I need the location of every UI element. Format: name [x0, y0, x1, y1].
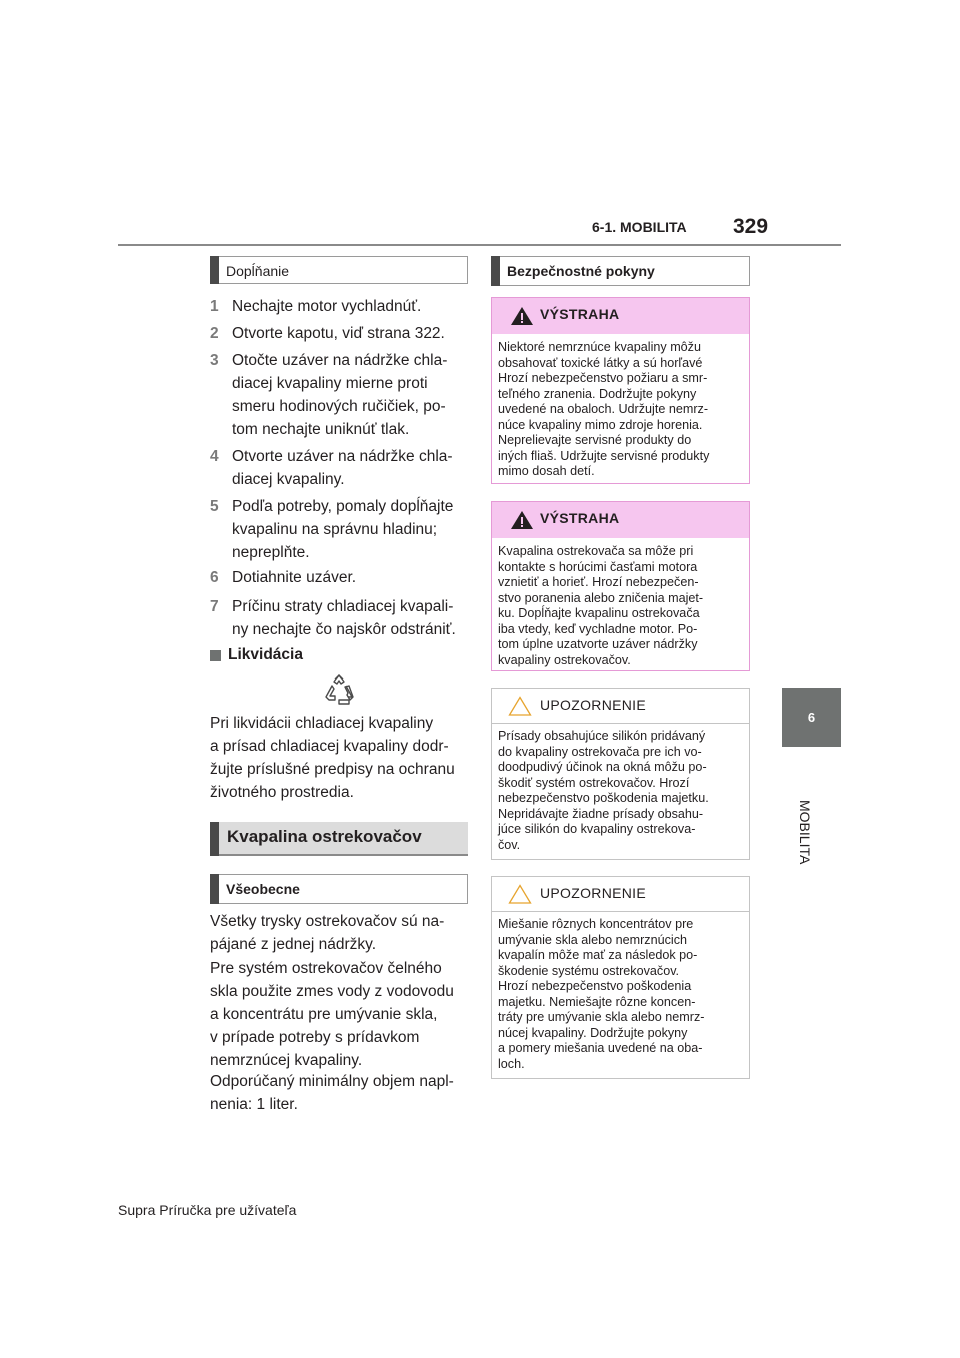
- text-line: núce kvapaliny mimo zdroje horenia.: [498, 417, 703, 432]
- warning-text: [492, 538, 749, 674]
- step-1: [210, 295, 475, 318]
- text-line: doodpudivý účinok na okná môžu po-: [498, 760, 707, 774]
- step-number: 7: [210, 598, 219, 615]
- warning-box-2: [491, 501, 750, 671]
- text-line: Niektoré nemrznúce kvapaliny môžu: [498, 340, 701, 354]
- text-line: životného prostredia.: [210, 784, 354, 801]
- text-line: kvapaliny ostrekovačov.: [498, 652, 631, 667]
- text-line: ku. Dopĺňajte kvapalinu ostrekovača: [498, 606, 700, 620]
- step-number: 6: [210, 569, 219, 586]
- notice-box-1: [491, 688, 750, 860]
- step-2: [210, 322, 475, 345]
- general-title: Všeobecne: [226, 881, 300, 897]
- warning-header: [492, 502, 749, 538]
- section-title: 6-1. MOBILITA: [592, 219, 687, 235]
- step-3: [210, 349, 475, 441]
- step-line: diacej kvapaliny mierne proti: [232, 375, 428, 392]
- text-line: vznietiť a horieť. Hrozí nebezpečen-: [498, 575, 699, 589]
- step-6: [210, 566, 475, 589]
- text-line: umývanie skla alebo nemrznúcich: [498, 932, 687, 947]
- text-line: majetku. Nemiešajte rôzne koncen-: [498, 994, 696, 1009]
- step-number: 3: [210, 352, 219, 369]
- header-rule: [118, 244, 841, 246]
- subheading-bar: [491, 256, 500, 286]
- disposal-title: Likvidácia: [228, 646, 303, 663]
- text-line: mimo dosah detí.: [498, 464, 595, 478]
- refill-subheading: [210, 256, 468, 284]
- text-line: Nepridávajte žiadne prísady obsahu-: [498, 806, 704, 821]
- notice-text: [492, 912, 749, 1078]
- text-line: obsahovať toxické látky a sú horľavé: [498, 355, 703, 370]
- warning-triangle-icon: [510, 510, 534, 530]
- warning-text: [492, 334, 749, 486]
- section-heading-title: Kvapalina ostrekovačov: [227, 827, 422, 846]
- text-line: loch.: [498, 1056, 525, 1071]
- recycle-icon: [321, 673, 357, 714]
- step-7: [210, 595, 475, 641]
- text-line: iných fliaš. Udržujte servisné produkty: [498, 448, 710, 463]
- warning-triangle-icon: [510, 306, 534, 326]
- warning-label: VÝSTRAHA: [540, 510, 620, 526]
- notice-text: [492, 724, 749, 859]
- text-line: Pre systém ostrekovačov čelného: [210, 960, 442, 977]
- step-line: smeru hodinových ručičiek, po-: [232, 398, 446, 415]
- text-line: júce silikón do kvapaliny ostrekova-: [498, 822, 696, 836]
- general-subheading: [210, 874, 468, 904]
- step-5: [210, 495, 475, 564]
- text-line: kontakte s horúcimi časťami motora: [498, 559, 698, 574]
- step-line: kvapalinu na správnu hladinu;: [232, 521, 438, 538]
- step-line: Otvorte uzáver na nádržke chla-: [232, 448, 453, 465]
- warning-header: [492, 298, 749, 334]
- step-number: 1: [210, 298, 219, 315]
- step-line: Nechajte motor vychladnúť.: [232, 298, 422, 315]
- text-line: Všetky trysky ostrekovačov sú na-: [210, 913, 445, 930]
- step-number: 2: [210, 325, 219, 342]
- text-line: žujte príslušné predpisy na ochranu: [210, 761, 455, 778]
- text-line: teľného zranenia. Dodržujte pokyny: [498, 386, 697, 401]
- text-line: čov.: [498, 837, 521, 852]
- step-line: Príčinu straty chladiacej kvapali-: [232, 598, 454, 615]
- text-line: nebezpečenstvo poškodenia majetku.: [498, 791, 709, 805]
- text-line: skla použite zmes vody z vodovodu: [210, 983, 454, 1000]
- notice-label: UPOZORNENIE: [540, 885, 646, 901]
- square-bullet-icon: [210, 650, 221, 661]
- step-line: diacej kvapaliny.: [232, 471, 345, 488]
- heading-bar: [210, 822, 219, 856]
- text-line: Neprelievajte servisné produkty do: [498, 433, 692, 447]
- text-line: a prísad chladiacej kvapaliny dodr-: [210, 738, 449, 755]
- caution-triangle-icon: [508, 696, 532, 716]
- subheading-bar: [210, 256, 219, 284]
- text-line: iba vtedy, keď vychladne motor. Po-: [498, 621, 698, 636]
- step-line: nepreplňte.: [232, 544, 310, 561]
- text-line: a koncentrátu pre umývanie skla,: [210, 1006, 438, 1023]
- caution-triangle-icon: [508, 884, 532, 904]
- text-line: pájané z jednej nádržky.: [210, 936, 377, 953]
- text-line: Odporúčaný minimálny objem napl-: [210, 1073, 454, 1090]
- notice-label: UPOZORNENIE: [540, 697, 646, 713]
- disposal-text: [210, 712, 480, 804]
- text-line: tráty pre umývanie skla alebo nemrz-: [498, 1010, 705, 1024]
- step-number: 5: [210, 498, 219, 515]
- text-line: škodiť systém ostrekovačov. Hrozí: [498, 775, 690, 790]
- page-number: 329: [733, 215, 769, 238]
- step-line: Otvorte kapotu, viď strana 322.: [232, 325, 445, 342]
- chapter-tab: 6: [782, 688, 841, 747]
- text-line: núcej kvapaliny. Dodržujte pokyny: [498, 1025, 688, 1040]
- step-number: 4: [210, 448, 219, 465]
- footer-title: Supra Príručka pre užívateľa: [118, 1202, 297, 1218]
- chapter-label: MOBILITA: [797, 800, 813, 865]
- text-line: kvapalín môže mať za následok po-: [498, 948, 698, 962]
- text-line: Prísady obsahujúce silikón pridávaný: [498, 729, 706, 743]
- text-line: v prípade potreby s prídavkom: [210, 1029, 420, 1046]
- step-line: Podľa potreby, pomaly dopĺňajte: [232, 498, 454, 515]
- safety-title: Bezpečnostné pokyny: [507, 263, 655, 279]
- step-line: tom nechajte uniknúť tlak.: [232, 421, 410, 438]
- text-line: a pomery miešania uvedené na oba-: [498, 1041, 703, 1055]
- text-line: Miešanie rôznych koncentrátov pre: [498, 917, 694, 931]
- notice-header: [492, 689, 749, 724]
- text-line: Hrozí nebezpečenstvo požiaru a smr-: [498, 371, 708, 385]
- text-line: stvo poranenia alebo zničenia majet-: [498, 590, 704, 605]
- disposal-heading: [210, 646, 303, 664]
- refill-title: Dopĺňanie: [226, 263, 290, 279]
- subheading-bar: [210, 874, 219, 904]
- text-line: Pri likvidácii chladiacej kvapaliny: [210, 715, 434, 732]
- section-heading: [210, 822, 468, 856]
- step-4: [210, 445, 475, 491]
- text-line: Kvapalina ostrekovača sa môže pri: [498, 544, 694, 558]
- notice-header: [492, 877, 749, 912]
- general-paragraph-2: [210, 957, 480, 1072]
- warning-label: VÝSTRAHA: [540, 306, 620, 322]
- text-line: do kvapaliny ostrekovača pre ich vo-: [498, 744, 702, 759]
- step-line: Otočte uzáver na nádržke chla-: [232, 352, 448, 369]
- notice-box-2: [491, 876, 750, 1079]
- text-line: nenia: 1 liter.: [210, 1096, 298, 1113]
- text-line: škodenie systému ostrekovačov.: [498, 963, 680, 978]
- step-line: Dotiahnite uzáver.: [232, 569, 357, 586]
- general-paragraph-3: [210, 1070, 480, 1116]
- general-paragraph-1: [210, 910, 480, 956]
- text-line: uvedené na obaloch. Udržujte nemrz-: [498, 402, 709, 416]
- step-line: ny nechajte čo najskôr odstrániť.: [232, 621, 456, 638]
- text-line: Hrozí nebezpečenstvo poškodenia: [498, 979, 692, 993]
- text-line: nemrznúcej kvapaliny.: [210, 1052, 363, 1069]
- text-line: tom úplne uzatvorte uzáver nádržky: [498, 637, 698, 651]
- warning-box-1: [491, 297, 750, 484]
- safety-subheading: [491, 256, 750, 286]
